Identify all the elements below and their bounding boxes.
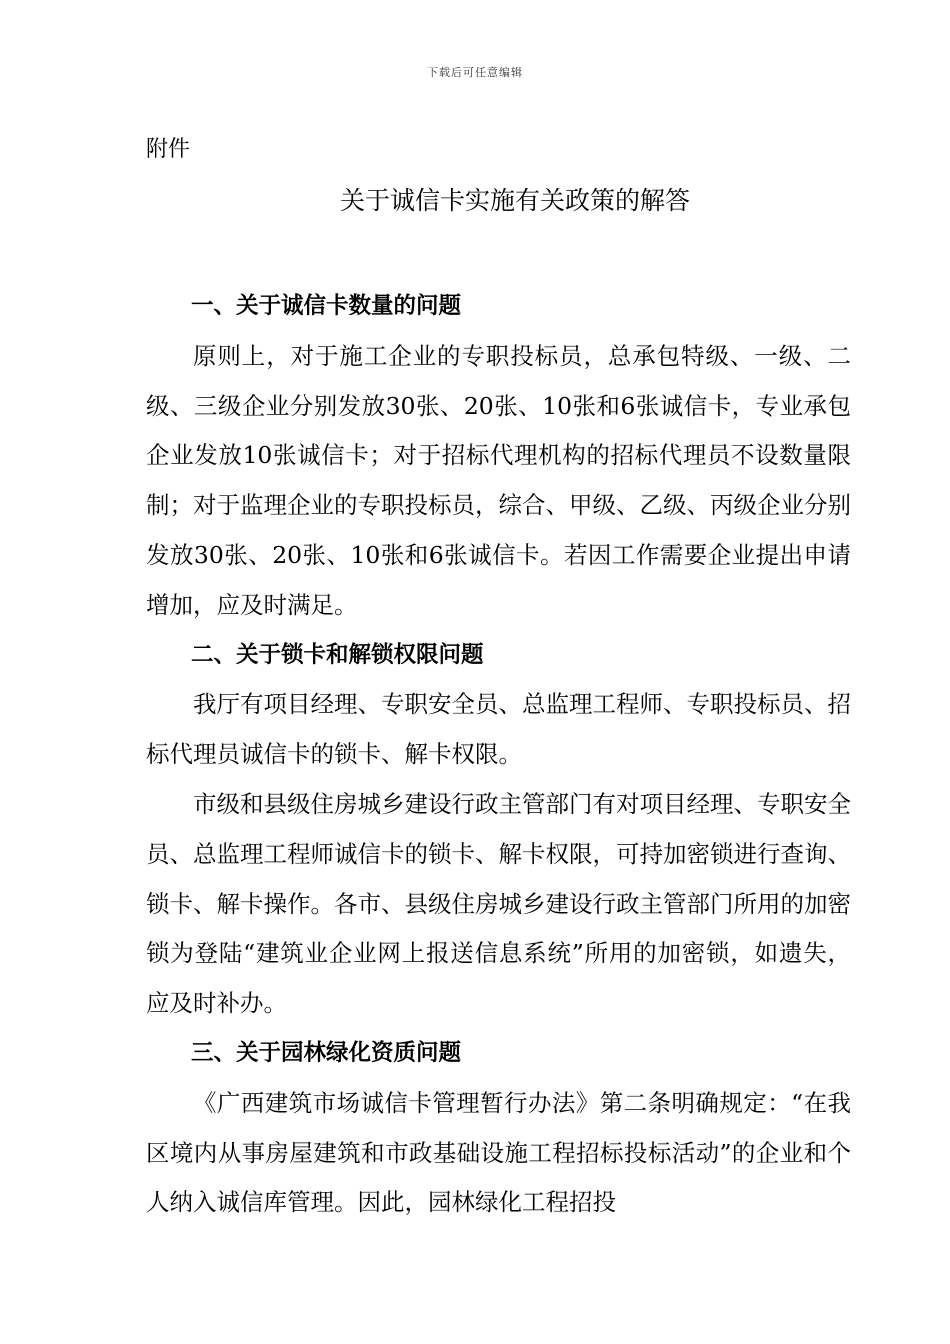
attachment-label: 附件: [146, 137, 191, 162]
paragraph: 原则上，对于施工企业的专职投标员，总承包特级、一级、二级、三级企业分别发放30张、20张、10张和6张诚信卡，专业承包企业发放10张诚信卡；对于招标代理机构的招标代理员不设数量限制；对于监理企业的专职投标员，综合、甲级、乙级、丙级企业分别发放30张、20张、10张和6张诚信卡。若因工作需要企业提出申请增加，应及时满足。: [146, 341, 851, 619]
document-title: 关于诚信卡实施有关政策的解答: [339, 186, 690, 215]
section-heading: 三、关于园林绿化资质问题: [191, 1039, 462, 1066]
paragraph: 《广西建筑市场诚信卡管理暂行办法》第二条明确规定：“在我区境内从事房屋建筑和市政基础设施工程招标投标活动”的企业和个人纳入诚信库管理。因此，园林绿化工程招投: [146, 1088, 851, 1217]
section-heading: 二、关于锁卡和解锁权限问题: [191, 641, 484, 668]
paragraph: 我厅有项目经理、专职安全员、总监理工程师、专职投标员、招标代理员诚信卡的锁卡、解卡权限。: [146, 690, 851, 769]
paragraph: 市级和县级住房城乡建设行政主管部门有对项目经理、专职安全员、总监理工程师诚信卡的锁卡、解卡权限，可持加密锁进行查询、锁卡、解卡操作。各市、县级住房城乡建设行政主管部门所用的加密锁为登陆“建筑业企业网上报送信息系统”所用的加密锁，如遗失，应及时补办。: [146, 789, 851, 1018]
document-body: [146, 282, 851, 1228]
section-heading: 一、关于诚信卡数量的问题: [191, 293, 462, 319]
page-header: 下载后可任意编辑: [427, 66, 523, 79]
